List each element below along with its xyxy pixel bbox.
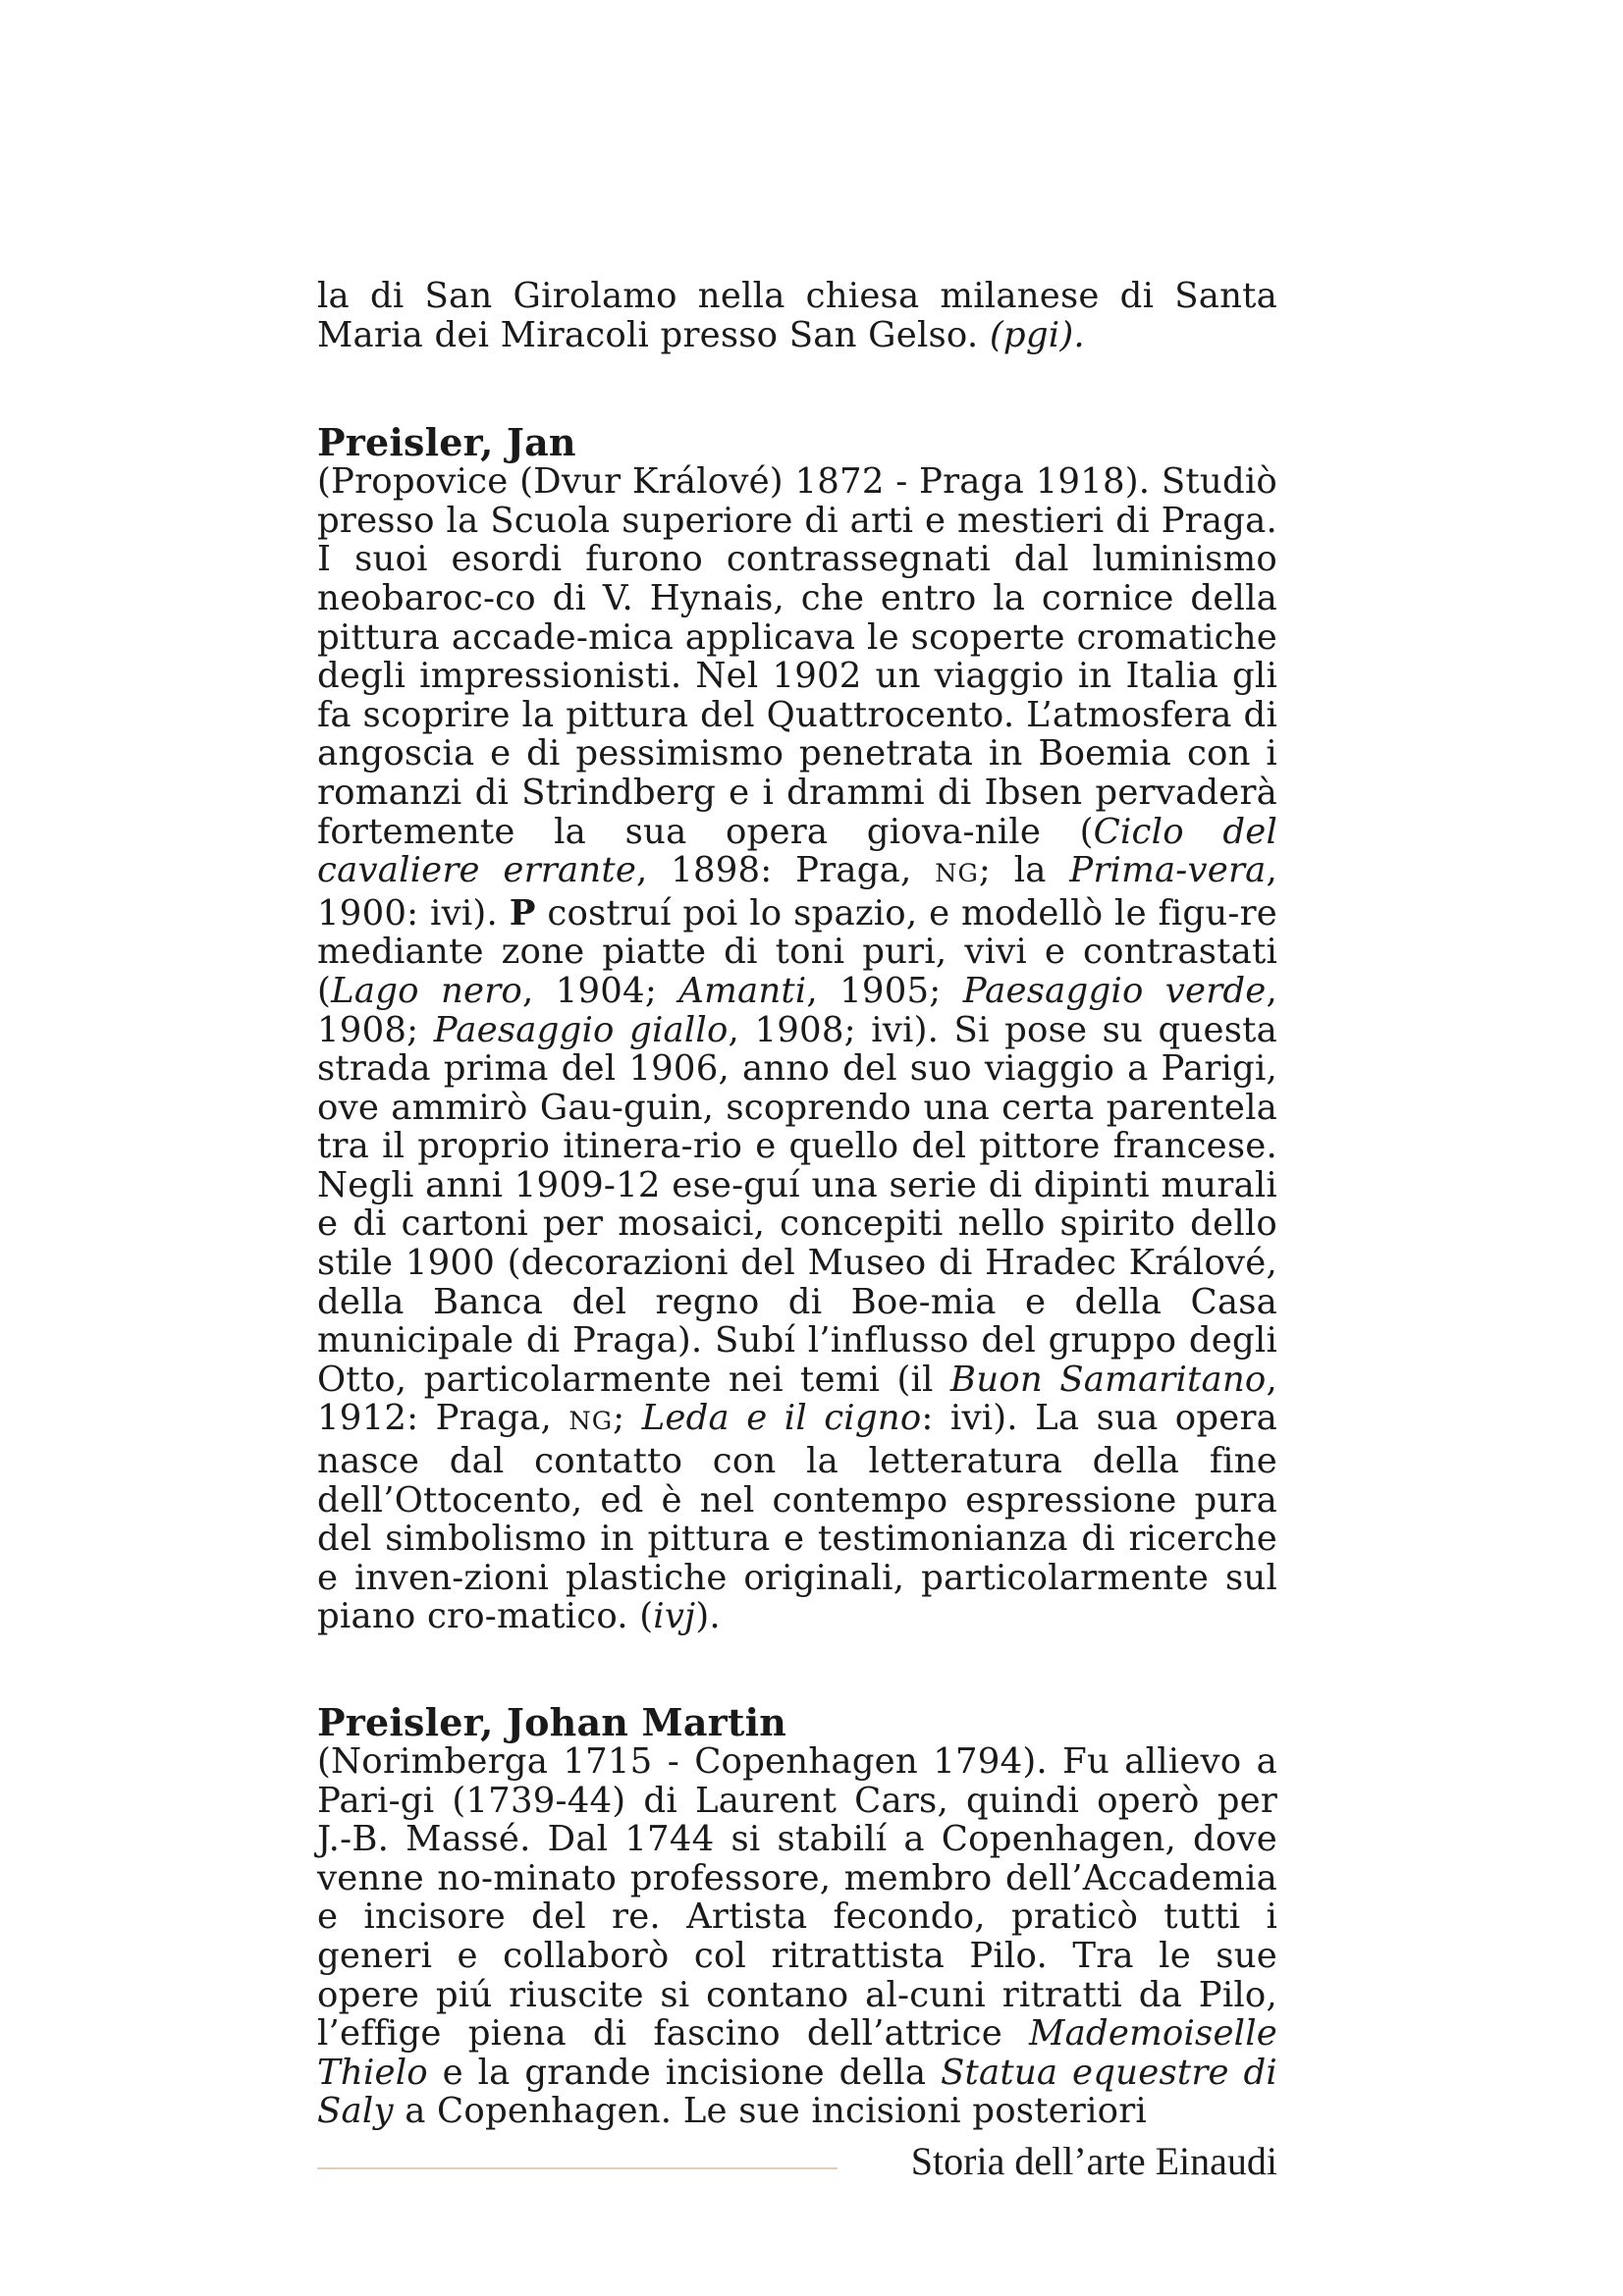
text-run: , 1905; — [806, 970, 963, 1011]
text-run: ). — [695, 1596, 721, 1637]
text-run: ; la — [978, 850, 1070, 891]
artwork-title: Statua equestre di Saly — [317, 2052, 1277, 2132]
intro-text: la di San Girolamo nella chiesa milanese di Santa Maria dei Miracoli presso San Gelso. — [317, 276, 1277, 355]
text-run: : ivi). La sua opera nasce dal contatto con la letteratura della fine dell’Ottocento, ed è nel contempo espressione pura del simbolismo in pittura e testimonianza di ricerche e inven-zioni plastiche originali, particolarmente sul piano cro-matico. ( — [317, 1398, 1277, 1637]
text-run: a Copenhagen. Le sue incisioni posteriori — [393, 2091, 1147, 2132]
footer-divider — [317, 2167, 838, 2169]
artwork-title: Amanti — [678, 970, 807, 1011]
text-run: , 1898: Praga, — [636, 850, 936, 891]
author-signature: ivj — [653, 1596, 696, 1637]
artwork-title: Prima-vera — [1069, 850, 1267, 891]
text-run: ; — [613, 1398, 642, 1439]
artwork-title: Lago nero — [331, 970, 522, 1011]
text-run: , 1900: ivi). — [317, 850, 1277, 934]
entry-title-jan: Preisler, Jan — [317, 420, 576, 465]
artwork-title: Paesaggio giallo — [433, 1009, 729, 1050]
text-run: , 1908; ivi). Si pose su questa strada prima del 1906, anno del suo viaggio a Parigi, ove ammirò Gau-guin, scoprendo una certa parentela tra il proprio itinera-rio e quello del pittore francese. Negli anni 1909-12 ese-guí una serie di dipinti murali e di cartoni per mosaici, concepiti nello spirito dello stile 1900 (decorazioni del Museo di Hradec Králové, della Banca del regno di Boe-mia e della Casa municipale di Praga). Subí l’influsso del gruppo degli Otto, particolarmente nei temi (il — [317, 1009, 1277, 1400]
museum-abbrev: NG — [568, 1407, 614, 1437]
author-signature: (pgi). — [989, 314, 1085, 355]
museum-abbrev: NG — [935, 859, 979, 889]
artist-initial: P — [509, 892, 536, 934]
artwork-title: Paesaggio verde — [962, 970, 1267, 1011]
entry-body-jan — [317, 462, 1277, 1636]
artwork-title: Leda e il cigno — [641, 1398, 922, 1439]
page-body — [317, 277, 1277, 2131]
intro-paragraph — [317, 277, 1277, 354]
entry-body-johan-martin — [317, 1742, 1277, 2131]
text-run: (Norimberga 1715 - Copenhagen 1794). Fu allievo a Pari-gi (1739-44) di Laurent Cars, quindi operò per J.-B. Massé. Dal 1744 si stabilí a Copenhagen, dove venne no-minato professore, membro dell’Accademia e incisore del re. Artista fecondo, praticò tutti i generi e collaborò col ritrattista Pilo. Tra le sue opere piú riuscite si contano al-cuni ritratti da Pilo, l’effige piena di fascino dell’attrice — [317, 1741, 1277, 2055]
text-run: (Propovice (Dvur Králové) 1872 - Praga 1918). Studiò presso la Scuola superiore di arti e mestieri di Praga. I suoi esordi furono contrassegnati dal luminismo neobaroc-co di V. Hynais, che entro la cornice della pittura accade-mica applicava le scoperte cromatiche degli impressionisti. Nel 1902 un viaggio in Italia gli fa scoprire la pittura del Quattrocento. L’atmosfera di angoscia e di pessimismo penetrata in Boemia con i romanzi di Strindberg e i drammi di Ibsen pervaderà fortemente la sua opera giova-nile ( — [317, 461, 1277, 852]
text-run: , 1904; — [521, 970, 679, 1011]
text-run: , 1912: Praga, — [317, 1359, 1277, 1439]
artwork-title: Buon Samaritano — [949, 1359, 1267, 1400]
artwork-title: Mademoiselle Thielo — [317, 2013, 1277, 2093]
text-run: , 1908; — [317, 970, 1278, 1050]
footer-publisher: Storia dell’arte Einaudi — [910, 2139, 1277, 2183]
entry-title-johan-martin: Preisler, Johan Martin — [317, 1700, 787, 1744]
artwork-title: Ciclo del cavaliere errante — [317, 811, 1278, 891]
text-run: e la grande incisione della — [427, 2052, 942, 2093]
text-run: costruí poi lo spazio, e modellò le figu-re mediante zone piatte di toni puri, vivi e contrastati ( — [317, 892, 1277, 1011]
